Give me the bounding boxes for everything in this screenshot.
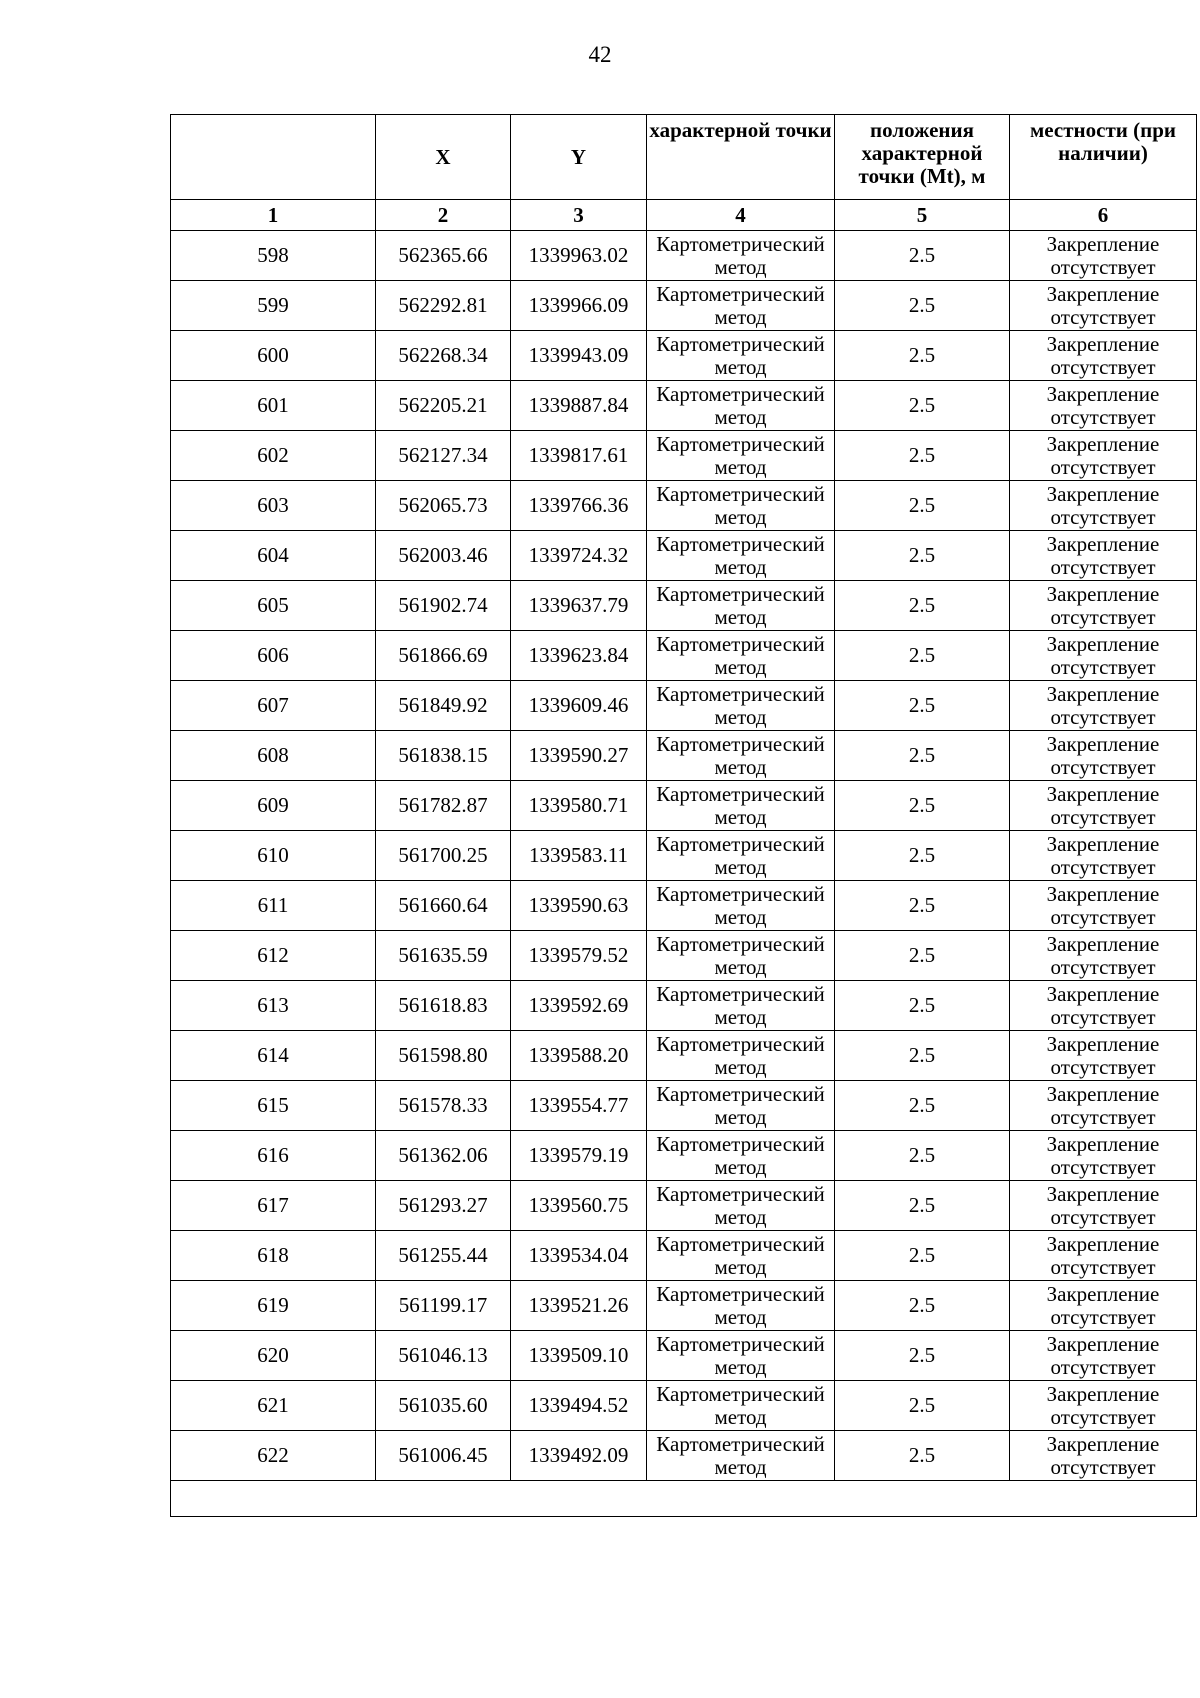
y-coordinate-cell: 1339580.71 — [511, 781, 647, 831]
point-number-cell: 604 — [171, 531, 376, 581]
method-cell-line2: метод — [714, 1354, 767, 1379]
column-number: 6 — [1010, 200, 1197, 231]
point-number-cell: 617 — [171, 1181, 376, 1231]
y-coordinate-cell: 1339534.04 — [511, 1231, 647, 1281]
fixing-cell — [1010, 881, 1197, 931]
fixing-cell-line2: отсутствует — [1050, 1404, 1156, 1429]
fixing-cell-line1: Закрепление — [1046, 1431, 1160, 1456]
y-coordinate-cell: 1339609.46 — [511, 681, 647, 731]
header-accuracy: положения характерной точки (Mt), м — [835, 115, 1010, 200]
table-row — [171, 731, 1197, 781]
x-coordinate-cell: 561838.15 — [376, 731, 511, 781]
table-row — [171, 381, 1197, 431]
method-cell-line2: метод — [714, 454, 767, 479]
fixing-cell-line2: отсутствует — [1050, 504, 1156, 529]
method-cell-line1: Картометрический — [656, 1431, 825, 1456]
fixing-cell-line2: отсутствует — [1050, 804, 1156, 829]
column-number: 1 — [171, 200, 376, 231]
method-cell-line2: метод — [714, 1204, 767, 1229]
accuracy-cell: 2.5 — [835, 1031, 1010, 1081]
point-number-cell: 602 — [171, 431, 376, 481]
method-cell-line1: Картометрический — [656, 1181, 825, 1206]
accuracy-cell: 2.5 — [835, 1381, 1010, 1431]
fixing-cell-line1: Закрепление — [1046, 881, 1160, 906]
accuracy-cell: 2.5 — [835, 281, 1010, 331]
fixing-cell-line1: Закрепление — [1046, 481, 1160, 506]
coordinates-table — [170, 114, 1197, 1517]
method-cell-line2: метод — [714, 1254, 767, 1279]
method-cell-line2: метод — [714, 904, 767, 929]
fixing-cell — [1010, 1281, 1197, 1331]
fixing-cell — [1010, 481, 1197, 531]
method-cell — [647, 581, 835, 631]
method-cell-line2: метод — [714, 854, 767, 879]
fixing-cell — [1010, 1231, 1197, 1281]
method-cell-line1: Картометрический — [656, 331, 825, 356]
method-cell-line1: Картометрический — [656, 581, 825, 606]
fixing-cell-line2: отсутствует — [1050, 604, 1156, 629]
point-number-cell: 601 — [171, 381, 376, 431]
fixing-cell-line1: Закрепление — [1046, 731, 1160, 756]
y-coordinate-cell: 1339554.77 — [511, 1081, 647, 1131]
y-coordinate-cell: 1339590.27 — [511, 731, 647, 781]
x-coordinate-cell: 561293.27 — [376, 1181, 511, 1231]
fixing-cell-line1: Закрепление — [1046, 331, 1160, 356]
fixing-cell — [1010, 1181, 1197, 1231]
x-coordinate-cell: 562205.21 — [376, 381, 511, 431]
fixing-cell — [1010, 1431, 1197, 1481]
point-number-cell: 622 — [171, 1431, 376, 1481]
method-cell — [647, 1231, 835, 1281]
accuracy-cell: 2.5 — [835, 981, 1010, 1031]
column-number-row — [171, 200, 1197, 231]
fixing-cell-line2: отсутствует — [1050, 404, 1156, 429]
method-cell-line1: Картометрический — [656, 881, 825, 906]
point-number-cell: 611 — [171, 881, 376, 931]
table-body — [171, 231, 1197, 1481]
accuracy-cell: 2.5 — [835, 1181, 1010, 1231]
column-number: 4 — [647, 200, 835, 231]
table-row — [171, 1031, 1197, 1081]
table-row — [171, 231, 1197, 281]
accuracy-cell: 2.5 — [835, 431, 1010, 481]
method-cell-line2: метод — [714, 604, 767, 629]
accuracy-cell: 2.5 — [835, 531, 1010, 581]
method-cell-line2: метод — [714, 1404, 767, 1429]
accuracy-cell: 2.5 — [835, 731, 1010, 781]
x-coordinate-cell: 562127.34 — [376, 431, 511, 481]
method-cell-line1: Картометрический — [656, 931, 825, 956]
accuracy-cell: 2.5 — [835, 1281, 1010, 1331]
table-row — [171, 881, 1197, 931]
method-cell — [647, 681, 835, 731]
table-row — [171, 581, 1197, 631]
table-row — [171, 1131, 1197, 1181]
accuracy-cell: 2.5 — [835, 1331, 1010, 1381]
method-cell-line1: Картометрический — [656, 431, 825, 456]
fixing-cell-line2: отсутствует — [1050, 1104, 1156, 1129]
x-coordinate-cell: 562292.81 — [376, 281, 511, 331]
fixing-cell-line1: Закрепление — [1046, 581, 1160, 606]
fixing-cell — [1010, 681, 1197, 731]
x-coordinate-cell: 561255.44 — [376, 1231, 511, 1281]
fixing-cell-line1: Закрепление — [1046, 281, 1160, 306]
point-number-cell: 610 — [171, 831, 376, 881]
method-cell-line1: Картометрический — [656, 1131, 825, 1156]
method-cell-line1: Картометрический — [656, 981, 825, 1006]
column-number: 5 — [835, 200, 1010, 231]
column-number: 2 — [376, 200, 511, 231]
y-coordinate-cell: 1339494.52 — [511, 1381, 647, 1431]
accuracy-cell: 2.5 — [835, 481, 1010, 531]
fixing-cell — [1010, 1081, 1197, 1131]
accuracy-cell: 2.5 — [835, 1231, 1010, 1281]
y-coordinate-cell: 1339590.63 — [511, 881, 647, 931]
point-number-cell: 620 — [171, 1331, 376, 1381]
method-cell-line2: метод — [714, 504, 767, 529]
table-row — [171, 631, 1197, 681]
x-coordinate-cell: 561635.59 — [376, 931, 511, 981]
point-number-cell: 615 — [171, 1081, 376, 1131]
fixing-cell-line2: отсутствует — [1050, 1454, 1156, 1479]
fixing-cell-line1: Закрепление — [1046, 381, 1160, 406]
method-cell — [647, 731, 835, 781]
fixing-cell-line1: Закрепление — [1046, 1231, 1160, 1256]
method-cell-line1: Картометрический — [656, 1331, 825, 1356]
y-coordinate-cell: 1339492.09 — [511, 1431, 647, 1481]
x-coordinate-cell: 561035.60 — [376, 1381, 511, 1431]
method-cell — [647, 1131, 835, 1181]
table-row — [171, 481, 1197, 531]
method-cell — [647, 1081, 835, 1131]
method-cell-line1: Картометрический — [656, 1031, 825, 1056]
fixing-cell-line2: отсутствует — [1050, 1004, 1156, 1029]
accuracy-cell: 2.5 — [835, 1131, 1010, 1181]
point-number-cell: 613 — [171, 981, 376, 1031]
method-cell-line2: метод — [714, 1004, 767, 1029]
method-cell-line1: Картометрический — [656, 481, 825, 506]
method-cell-line2: метод — [714, 1104, 767, 1129]
point-number-cell: 606 — [171, 631, 376, 681]
header-col1 — [171, 115, 376, 200]
method-cell-line2: метод — [714, 804, 767, 829]
fixing-cell-line1: Закрепление — [1046, 231, 1160, 256]
fixing-cell-line2: отсутствует — [1050, 354, 1156, 379]
fixing-cell — [1010, 981, 1197, 1031]
fixing-cell-line1: Закрепление — [1046, 1381, 1160, 1406]
table-row — [171, 1431, 1197, 1481]
table-header-row — [171, 115, 1197, 200]
x-coordinate-cell: 561782.87 — [376, 781, 511, 831]
fixing-cell — [1010, 581, 1197, 631]
fixing-cell-line1: Закрепление — [1046, 831, 1160, 856]
x-coordinate-cell: 561866.69 — [376, 631, 511, 681]
fixing-cell-line1: Закрепление — [1046, 1331, 1160, 1356]
accuracy-cell: 2.5 — [835, 231, 1010, 281]
fixing-cell — [1010, 1031, 1197, 1081]
method-cell — [647, 431, 835, 481]
table-row — [171, 981, 1197, 1031]
table-row — [171, 931, 1197, 981]
y-coordinate-cell: 1339560.75 — [511, 1181, 647, 1231]
method-cell-line1: Картометрический — [656, 1231, 825, 1256]
fixing-cell — [1010, 781, 1197, 831]
y-coordinate-cell: 1339966.09 — [511, 281, 647, 331]
method-cell — [647, 1381, 835, 1431]
y-coordinate-cell: 1339579.52 — [511, 931, 647, 981]
table-row — [171, 1381, 1197, 1431]
method-cell — [647, 1331, 835, 1381]
point-number-cell: 609 — [171, 781, 376, 831]
x-coordinate-cell: 561598.80 — [376, 1031, 511, 1081]
fixing-cell-line2: отсутствует — [1050, 1204, 1156, 1229]
fixing-cell-line2: отсутствует — [1050, 454, 1156, 479]
y-coordinate-cell: 1339588.20 — [511, 1031, 647, 1081]
fixing-cell-line1: Закрепление — [1046, 1131, 1160, 1156]
accuracy-cell: 2.5 — [835, 781, 1010, 831]
fixing-cell-line1: Закрепление — [1046, 1181, 1160, 1206]
x-coordinate-cell: 561046.13 — [376, 1331, 511, 1381]
page-number: 42 — [588, 42, 612, 67]
table-row — [171, 331, 1197, 381]
y-coordinate-cell: 1339583.11 — [511, 831, 647, 881]
fixing-cell — [1010, 1331, 1197, 1381]
header-x: X — [376, 115, 511, 200]
y-coordinate-cell: 1339817.61 — [511, 431, 647, 481]
fixing-cell-line2: отсутствует — [1050, 654, 1156, 679]
method-cell-line2: метод — [714, 1304, 767, 1329]
method-cell-line1: Картометрический — [656, 831, 825, 856]
method-cell — [647, 981, 835, 1031]
table-row — [171, 531, 1197, 581]
table-row — [171, 431, 1197, 481]
fixing-cell-line2: отсутствует — [1050, 304, 1156, 329]
fixing-cell-line1: Закрепление — [1046, 931, 1160, 956]
method-cell — [647, 1281, 835, 1331]
point-number-cell: 616 — [171, 1131, 376, 1181]
method-cell-line2: метод — [714, 404, 767, 429]
x-coordinate-cell: 561362.06 — [376, 1131, 511, 1181]
table-row — [171, 1081, 1197, 1131]
y-coordinate-cell: 1339623.84 — [511, 631, 647, 681]
fixing-cell — [1010, 831, 1197, 881]
method-cell-line2: метод — [714, 304, 767, 329]
table-empty-row — [171, 1481, 1197, 1517]
accuracy-cell: 2.5 — [835, 631, 1010, 681]
table-row — [171, 831, 1197, 881]
accuracy-cell: 2.5 — [835, 681, 1010, 731]
method-cell — [647, 381, 835, 431]
y-coordinate-cell: 1339724.32 — [511, 531, 647, 581]
method-cell-line1: Картометрический — [656, 281, 825, 306]
fixing-cell-line1: Закрепление — [1046, 1081, 1160, 1106]
fixing-cell-line1: Закрепление — [1046, 981, 1160, 1006]
table-row — [171, 1281, 1197, 1331]
fixing-cell-line2: отсутствует — [1050, 254, 1156, 279]
y-coordinate-cell: 1339887.84 — [511, 381, 647, 431]
method-cell-line1: Картометрический — [656, 531, 825, 556]
column-number: 3 — [511, 200, 647, 231]
method-cell — [647, 281, 835, 331]
accuracy-cell: 2.5 — [835, 1431, 1010, 1481]
table-row — [171, 281, 1197, 331]
method-cell-line1: Картометрический — [656, 1381, 825, 1406]
fixing-cell-line2: отсутствует — [1050, 1354, 1156, 1379]
fixing-cell-line2: отсутствует — [1050, 554, 1156, 579]
point-number-cell: 600 — [171, 331, 376, 381]
method-cell — [647, 481, 835, 531]
x-coordinate-cell: 561199.17 — [376, 1281, 511, 1331]
fixing-cell-line2: отсутствует — [1050, 754, 1156, 779]
fixing-cell-line1: Закрепление — [1046, 431, 1160, 456]
y-coordinate-cell: 1339766.36 — [511, 481, 647, 531]
x-coordinate-cell: 561578.33 — [376, 1081, 511, 1131]
table-row — [171, 681, 1197, 731]
method-cell-line1: Картометрический — [656, 681, 825, 706]
point-number-cell: 614 — [171, 1031, 376, 1081]
method-cell — [647, 531, 835, 581]
fixing-cell — [1010, 631, 1197, 681]
fixing-cell — [1010, 931, 1197, 981]
empty-cell — [171, 1481, 1197, 1517]
fixing-cell-line2: отсутствует — [1050, 1304, 1156, 1329]
fixing-cell — [1010, 531, 1197, 581]
table-row — [171, 1331, 1197, 1381]
y-coordinate-cell: 1339579.19 — [511, 1131, 647, 1181]
point-number-cell: 608 — [171, 731, 376, 781]
x-coordinate-cell: 562003.46 — [376, 531, 511, 581]
x-coordinate-cell: 562365.66 — [376, 231, 511, 281]
accuracy-cell: 2.5 — [835, 331, 1010, 381]
fixing-cell-line2: отсутствует — [1050, 1054, 1156, 1079]
fixing-cell — [1010, 281, 1197, 331]
method-cell-line1: Картометрический — [656, 381, 825, 406]
point-number-cell: 598 — [171, 231, 376, 281]
fixing-cell-line1: Закрепление — [1046, 531, 1160, 556]
method-cell-line1: Картометрический — [656, 231, 825, 256]
method-cell-line1: Картометрический — [656, 1081, 825, 1106]
x-coordinate-cell: 562065.73 — [376, 481, 511, 531]
point-number-cell: 605 — [171, 581, 376, 631]
point-number-cell: 612 — [171, 931, 376, 981]
fixing-cell-line1: Закрепление — [1046, 1281, 1160, 1306]
fixing-cell — [1010, 1381, 1197, 1431]
method-cell — [647, 881, 835, 931]
header-method: характерной точки — [647, 115, 835, 200]
fixing-cell — [1010, 1131, 1197, 1181]
method-cell-line2: метод — [714, 1154, 767, 1179]
fixing-cell-line2: отсутствует — [1050, 704, 1156, 729]
fixing-cell-line2: отсутствует — [1050, 954, 1156, 979]
method-cell-line2: метод — [714, 654, 767, 679]
method-cell — [647, 831, 835, 881]
y-coordinate-cell: 1339963.02 — [511, 231, 647, 281]
y-coordinate-cell: 1339509.10 — [511, 1331, 647, 1381]
point-number-cell: 607 — [171, 681, 376, 731]
table-row — [171, 781, 1197, 831]
method-cell — [647, 781, 835, 831]
fixing-cell-line1: Закрепление — [1046, 781, 1160, 806]
table-row — [171, 1181, 1197, 1231]
point-number-cell: 621 — [171, 1381, 376, 1431]
method-cell — [647, 931, 835, 981]
method-cell-line2: метод — [714, 1054, 767, 1079]
method-cell-line2: метод — [714, 954, 767, 979]
fixing-cell — [1010, 331, 1197, 381]
x-coordinate-cell: 562268.34 — [376, 331, 511, 381]
fixing-cell-line1: Закрепление — [1046, 631, 1160, 656]
fixing-cell-line2: отсутствует — [1050, 1254, 1156, 1279]
point-number-cell: 619 — [171, 1281, 376, 1331]
method-cell — [647, 1031, 835, 1081]
x-coordinate-cell: 561700.25 — [376, 831, 511, 881]
method-cell-line2: метод — [714, 254, 767, 279]
accuracy-cell: 2.5 — [835, 581, 1010, 631]
point-number-cell: 599 — [171, 281, 376, 331]
accuracy-cell: 2.5 — [835, 831, 1010, 881]
method-cell-line2: метод — [714, 1454, 767, 1479]
method-cell-line2: метод — [714, 704, 767, 729]
fixing-cell-line1: Закрепление — [1046, 1031, 1160, 1056]
method-cell-line2: метод — [714, 354, 767, 379]
x-coordinate-cell: 561902.74 — [376, 581, 511, 631]
table-row — [171, 1231, 1197, 1281]
method-cell — [647, 631, 835, 681]
accuracy-cell: 2.5 — [835, 881, 1010, 931]
method-cell — [647, 231, 835, 281]
fixing-cell — [1010, 231, 1197, 281]
method-cell-line1: Картометрический — [656, 1281, 825, 1306]
fixing-cell — [1010, 731, 1197, 781]
point-number-cell: 618 — [171, 1231, 376, 1281]
fixing-cell — [1010, 431, 1197, 481]
method-cell-line1: Картометрический — [656, 731, 825, 756]
point-number-cell: 603 — [171, 481, 376, 531]
method-cell — [647, 331, 835, 381]
x-coordinate-cell: 561660.64 — [376, 881, 511, 931]
header-fixing: местности (при наличии) — [1010, 115, 1197, 200]
y-coordinate-cell: 1339521.26 — [511, 1281, 647, 1331]
x-coordinate-cell: 561006.45 — [376, 1431, 511, 1481]
y-coordinate-cell: 1339637.79 — [511, 581, 647, 631]
method-cell-line1: Картометрический — [656, 631, 825, 656]
method-cell-line1: Картометрический — [656, 781, 825, 806]
accuracy-cell: 2.5 — [835, 1081, 1010, 1131]
method-cell — [647, 1181, 835, 1231]
accuracy-cell: 2.5 — [835, 381, 1010, 431]
x-coordinate-cell: 561849.92 — [376, 681, 511, 731]
fixing-cell-line2: отсутствует — [1050, 854, 1156, 879]
fixing-cell — [1010, 381, 1197, 431]
method-cell-line2: метод — [714, 754, 767, 779]
y-coordinate-cell: 1339592.69 — [511, 981, 647, 1031]
fixing-cell-line1: Закрепление — [1046, 681, 1160, 706]
fixing-cell-line2: отсутствует — [1050, 1154, 1156, 1179]
method-cell — [647, 1431, 835, 1481]
fixing-cell-line2: отсутствует — [1050, 904, 1156, 929]
x-coordinate-cell: 561618.83 — [376, 981, 511, 1031]
header-y: Y — [511, 115, 647, 200]
y-coordinate-cell: 1339943.09 — [511, 331, 647, 381]
method-cell-line2: метод — [714, 554, 767, 579]
accuracy-cell: 2.5 — [835, 931, 1010, 981]
